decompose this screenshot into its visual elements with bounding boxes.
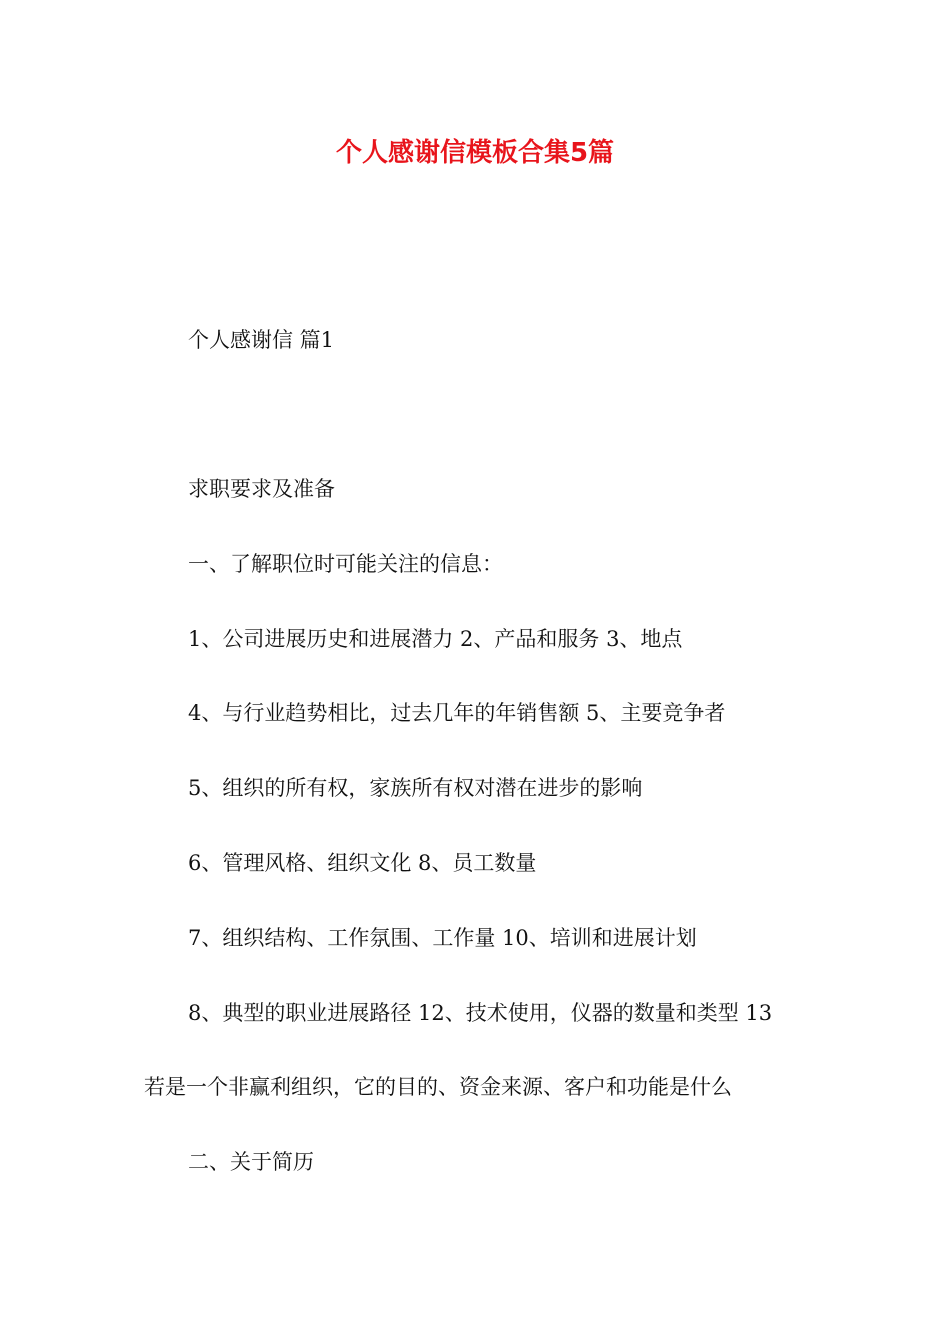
paragraph-5: 5、组织的所有权，家族所有权对潜在进步的影响 bbox=[188, 776, 643, 800]
paragraph-8: 8、典型的职业进展路径 12、技术使用，仪器的数量和类型 13 bbox=[188, 1001, 773, 1025]
paragraph-4: 4、与行业趋势相比，过去几年的年销售额 5、主要竞争者 bbox=[188, 701, 726, 725]
paragraph-9: 若是一个非赢利组织，它的目的、资金来源、客户和功能是什么 bbox=[144, 1075, 732, 1099]
section-heading: 个人感谢信 篇1 bbox=[188, 328, 335, 352]
paragraph-3: 1、公司进展历史和进展潜力 2、产品和服务 3、地点 bbox=[188, 627, 683, 651]
paragraph-7: 7、组织结构、工作氛围、工作量 10、培训和进展计划 bbox=[188, 926, 697, 950]
paragraph-10: 二、关于简历 bbox=[188, 1150, 314, 1174]
paragraph-2: 一、了解职位时可能关注的信息： bbox=[188, 552, 503, 576]
document-title: 个人感谢信模板合集5篇 bbox=[335, 138, 615, 168]
paragraph-1: 求职要求及准备 bbox=[188, 477, 335, 501]
paragraph-6: 6、管理风格、组织文化 8、员工数量 bbox=[188, 851, 537, 875]
